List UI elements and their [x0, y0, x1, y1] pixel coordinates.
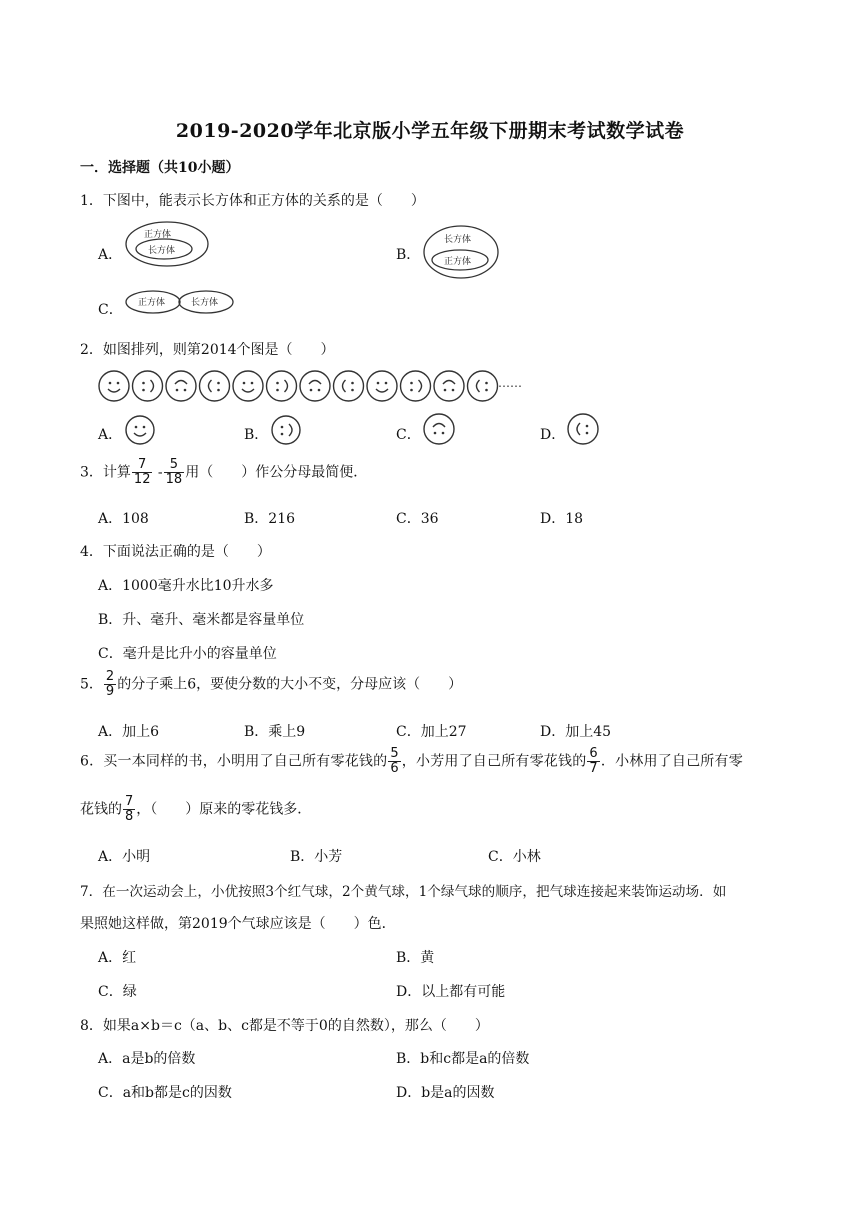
q7-option-a: A．红: [98, 950, 137, 966]
q6-text-5: ，（ ）原来的零花钱多．: [136, 801, 312, 818]
q8-option-a: A．a是b的倍数: [98, 1051, 196, 1067]
question-4: 4．下面说法正确的是（ ）: [80, 544, 271, 560]
q1-option-b-label: B．: [396, 247, 421, 263]
q5-prefix: 5．: [80, 676, 103, 693]
question-8: 8．如果a×b＝c（a、b、c都是不等于0的自然数），那么（ ）: [80, 1018, 489, 1034]
q1a-inner-label: 长方体: [148, 246, 176, 256]
face-icon: [233, 371, 263, 401]
face-icon: [166, 371, 196, 401]
q1b-inner-label: 正方体: [444, 257, 472, 267]
q6-fraction-1: [388, 747, 400, 776]
question-6-line-2: [80, 795, 311, 824]
face-icon: [401, 371, 431, 401]
question-7-line-1: 7．在一次运动会上，小优按照3个红气球，2个黄气球，1个绿气球的顺序，把气球连接起来装饰运动场．如: [80, 884, 727, 900]
q1-option-c-label: C．: [98, 302, 123, 318]
q5-suffix: 的分子乘上6，要使分数的大小不变，分母应该（ ）: [117, 676, 463, 693]
face-icon: [367, 371, 397, 401]
q6-f3-denominator: 8: [125, 809, 134, 824]
q4-option-b: B．升、毫升、毫米都是容量单位: [98, 612, 305, 628]
face-icon: [99, 371, 129, 401]
q8-option-b: B．b和c都是a的倍数: [396, 1051, 530, 1067]
q6-f3-numerator: 7: [125, 794, 134, 809]
q5-numerator: 2: [105, 669, 115, 684]
face-icon: [267, 371, 297, 401]
q3-option-b: B．216: [244, 511, 296, 527]
q3-fraction-1: [132, 458, 153, 487]
q2-option-a-face: [124, 414, 156, 446]
q7-option-d: D．以上都有可能: [396, 984, 506, 1000]
q3-suffix: 用（ ）作公分母最简便．: [185, 464, 368, 481]
q3-option-c: C．36: [396, 511, 439, 527]
q1c-left-label: 正方体: [138, 298, 166, 308]
q1-option-b-diagram: [422, 224, 500, 280]
q2-option-a-label: A．: [98, 427, 123, 443]
q3-f2-numerator: 5: [164, 458, 185, 473]
face-icon: [200, 371, 230, 401]
q5-denominator: 9: [105, 684, 115, 699]
face-icon: [424, 414, 454, 444]
q7-option-b: B．黄: [396, 950, 435, 966]
q5-option-d: D．加上45: [540, 724, 612, 740]
q6-text-2: ，小芳用了自己所有零花钱的: [401, 753, 587, 770]
page-title: 2019-2020学年北京版小学五年级下册期末考试数学试卷: [175, 120, 685, 142]
q5-option-a: A．加上6: [98, 724, 160, 740]
q6-fraction-2: [587, 747, 599, 776]
q6-f1-denominator: 6: [390, 761, 399, 776]
question-3: [80, 458, 367, 487]
q1-option-a-diagram: [124, 220, 210, 268]
section-heading: 一．选择题（共10小题）: [80, 160, 240, 176]
q2-option-b-face: [270, 414, 302, 446]
q6-option-b: B．小芳: [290, 849, 343, 865]
q6-f2-denominator: 7: [589, 761, 598, 776]
q3-option-d: D．18: [540, 511, 584, 527]
q6-option-a: A．小明: [98, 849, 151, 865]
face-icon: [434, 371, 464, 401]
q1-option-c-diagram: [124, 289, 236, 315]
q2-option-c-label: C．: [396, 427, 421, 443]
q3-prefix: 3．计算: [80, 464, 131, 481]
q5-option-b: B．乘上9: [244, 724, 306, 740]
q8-option-d: D．b是a的因数: [396, 1085, 495, 1101]
q6-text-4: 花钱的: [80, 801, 122, 818]
q8-option-c: C．a和b都是c的因数: [98, 1085, 232, 1101]
q5-option-c: C．加上27: [396, 724, 467, 740]
q1c-right-label: 长方体: [191, 298, 219, 308]
q4-option-a: A．1000毫升水比10升水多: [98, 578, 274, 594]
ellipsis-text: ……: [498, 376, 522, 390]
q1a-outer-label: 正方体: [144, 230, 172, 240]
q6-f2-numerator: 6: [589, 746, 598, 761]
q6-option-c: C．小林: [488, 849, 541, 865]
q3-f1-numerator: 7: [132, 458, 153, 473]
face-icon: [468, 371, 498, 401]
face-icon: [126, 416, 154, 444]
q6-fraction-3: [123, 795, 135, 824]
q6-f1-numerator: 5: [390, 746, 399, 761]
q3-option-a: A．108: [98, 511, 149, 527]
q2-option-b-label: B．: [244, 427, 269, 443]
question-7-line-2: 果照她这样做，第2019个气球应该是（ ）色．: [80, 916, 396, 932]
q2-face-sequence: [98, 367, 528, 405]
q3-minus: -: [157, 464, 163, 481]
q2-option-d-label: D．: [540, 427, 566, 443]
face-icon: [334, 371, 364, 401]
q5-fraction: [104, 670, 116, 699]
q7-option-c: C．绿: [98, 984, 137, 1000]
q3-f2-denominator: 18: [165, 472, 183, 487]
q6-text-1: 6．买一本同样的书，小明用了自己所有零花钱的: [80, 753, 388, 770]
face-icon: [568, 414, 598, 444]
q3-f1-denominator: 12: [133, 472, 151, 487]
question-6-line-1: [80, 747, 743, 776]
face-icon: [300, 371, 330, 401]
question-1: 1．下图中，能表示长方体和正方体的关系的是（ ）: [80, 193, 425, 209]
q3-fraction-2: [164, 458, 185, 487]
face-icon: [133, 371, 163, 401]
q2-option-c-face: [422, 412, 456, 446]
q1b-outer-label: 长方体: [444, 235, 472, 245]
q6-text-3: ．小林用了自己所有零: [600, 753, 743, 770]
face-icon: [272, 416, 300, 444]
q1-option-a-label: A．: [98, 247, 123, 263]
q2-option-d-face: [566, 412, 600, 446]
question-5: [80, 670, 462, 699]
question-2: 2．如图排列，则第2014个图是（ ）: [80, 342, 335, 358]
q4-option-c: C．毫升是比升小的容量单位: [98, 646, 277, 662]
